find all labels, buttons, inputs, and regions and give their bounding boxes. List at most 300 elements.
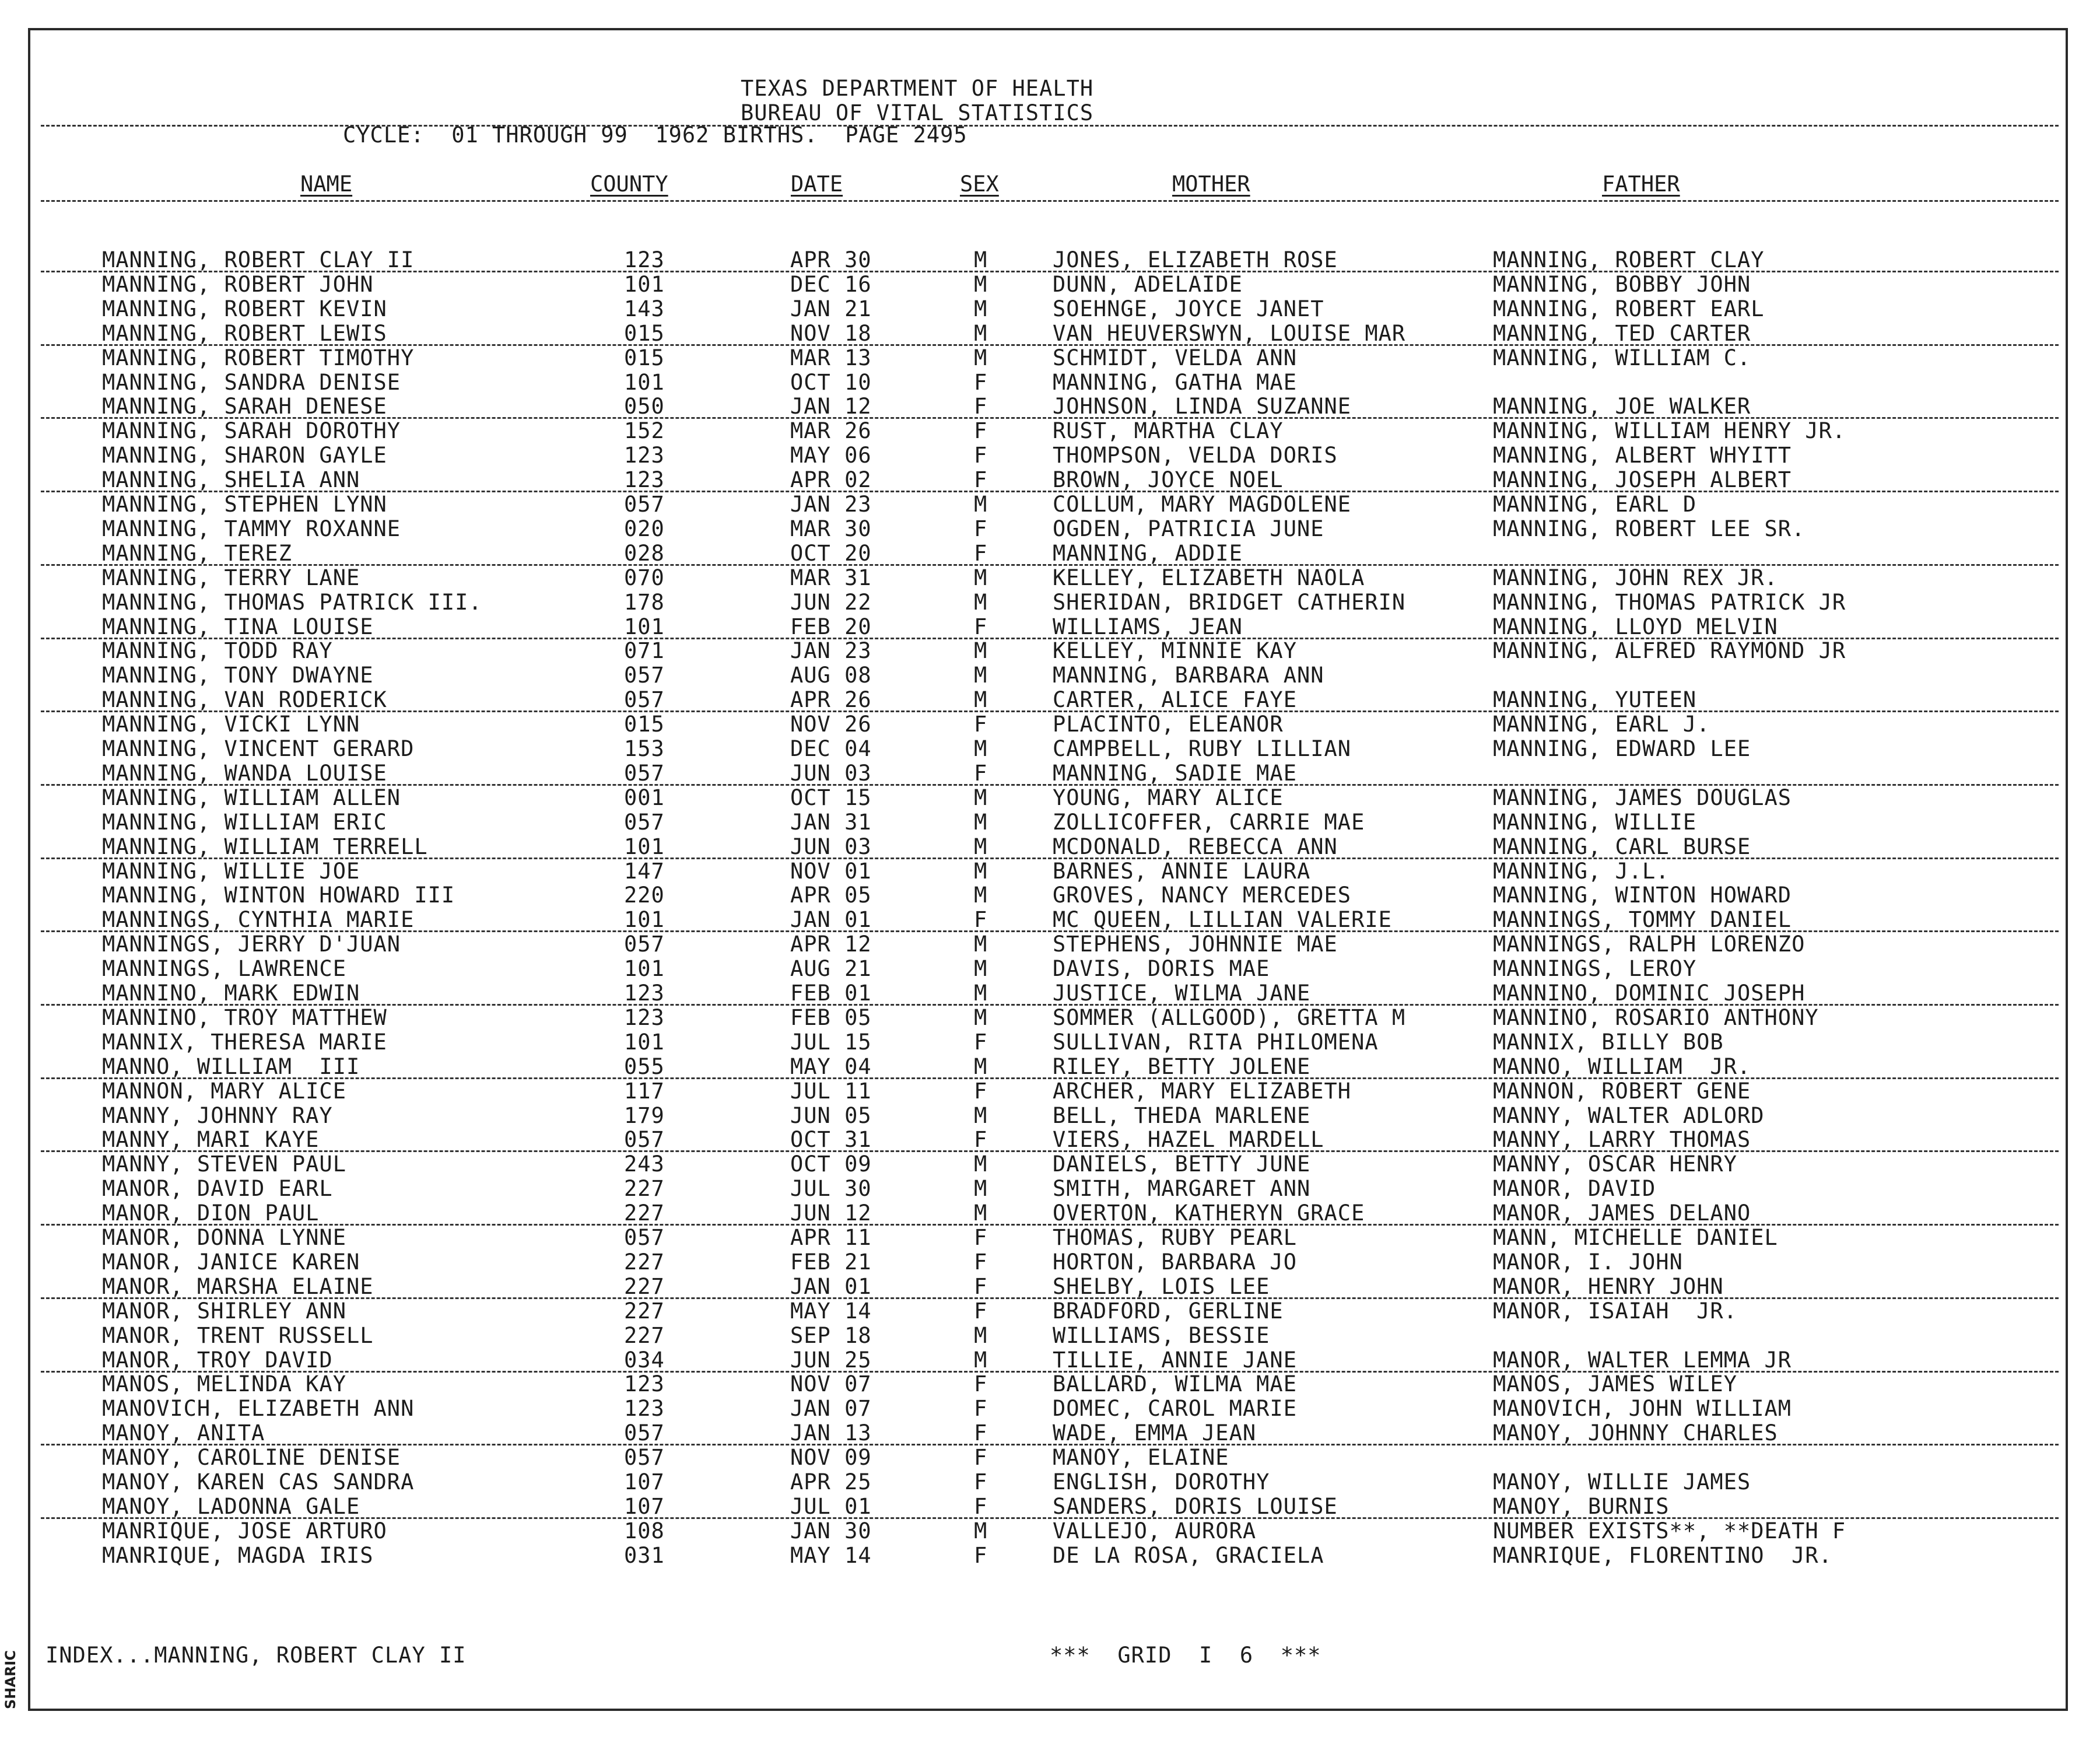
cell-date: MAY 06 <box>790 443 872 468</box>
cell-county: 227 <box>624 1273 665 1299</box>
cell-name: MANNINGS, CYNTHIA MARIE <box>102 907 415 933</box>
table-row <box>0 1153 2100 1177</box>
cell-date: FEB 05 <box>790 1005 872 1030</box>
cell-county: 123 <box>624 247 665 272</box>
table-row <box>0 298 2100 322</box>
cell-name: MANNY, MARI KAYE <box>102 1127 320 1153</box>
table-row <box>0 322 2100 346</box>
cell-mother: SHELBY, LOIS LEE <box>1053 1273 1270 1299</box>
cell-mother: BALLARD, WILMA MAE <box>1053 1371 1297 1397</box>
cell-mother: VALLEJO, AURORA <box>1053 1518 1257 1544</box>
cell-name: MANNINO, TROY MATTHEW <box>102 1005 387 1030</box>
table-row <box>0 737 2100 762</box>
cell-mother: GROVES, NANCY MERCEDES <box>1053 883 1352 908</box>
cell-name: MANOY, LADONNA GALE <box>102 1493 360 1519</box>
cell-county: 055 <box>624 1054 665 1079</box>
cell-date: JAN 07 <box>790 1396 872 1422</box>
table-row <box>0 444 2100 468</box>
table-row <box>0 1031 2100 1055</box>
cell-mother: BARNES, ANNIE LAURA <box>1053 858 1311 884</box>
table-row <box>0 1324 2100 1349</box>
cell-date: JUL 11 <box>790 1078 872 1104</box>
cell-mother: THOMPSON, VELDA DORIS <box>1053 443 1338 468</box>
cell-sex: M <box>974 247 988 272</box>
cell-father: MANNING, ROBERT CLAY <box>1493 247 1765 272</box>
cell-father: MANNON, ROBERT GENE <box>1493 1078 1751 1104</box>
cell-date: SEP 18 <box>790 1322 872 1348</box>
cell-name: MANOY, KAREN CAS SANDRA <box>102 1469 415 1494</box>
cell-sex: M <box>974 956 988 982</box>
column-header-mother: MOTHER <box>1172 172 1250 197</box>
table-row <box>0 273 2100 298</box>
cell-sex: F <box>974 1127 988 1153</box>
cell-date: JUN 03 <box>790 760 872 786</box>
cell-county: 101 <box>624 614 665 639</box>
cell-name: MANNING, TONY DWAYNE <box>102 663 374 688</box>
cell-county: 015 <box>624 712 665 737</box>
cell-county: 057 <box>624 663 665 688</box>
cell-father: MANNING, LLOYD MELVIN <box>1493 614 1778 639</box>
cell-name: MANNINGS, JERRY D'JUAN <box>102 932 401 957</box>
cell-mother: BELL, THEDA MARLENE <box>1053 1102 1311 1128</box>
table-row <box>0 1055 2100 1080</box>
cell-sex: M <box>974 981 988 1006</box>
cell-county: 031 <box>624 1542 665 1568</box>
cell-mother: VIERS, HAZEL MARDELL <box>1053 1127 1324 1153</box>
cell-name: MANNING, TERRY LANE <box>102 565 360 590</box>
table-row <box>0 1104 2100 1129</box>
table-row <box>0 884 2100 908</box>
cell-mother: JOHNSON, LINDA SUZANNE <box>1053 394 1352 419</box>
cell-county: 028 <box>624 540 665 566</box>
cell-sex: F <box>974 369 988 395</box>
table-row <box>0 1128 2100 1153</box>
cell-name: MANNO, WILLIAM III <box>102 1054 360 1079</box>
table-row <box>0 468 2100 493</box>
cell-county: 057 <box>624 1225 665 1250</box>
table-row <box>0 1446 2100 1471</box>
cell-name: MANOS, MELINDA KAY <box>102 1371 346 1397</box>
cell-name: MANOR, TROY DAVID <box>102 1347 333 1373</box>
cell-name: MANNING, ROBERT KEVIN <box>102 296 387 321</box>
cell-sex: F <box>974 1273 988 1299</box>
cell-name: MANNING, WINTON HOWARD III <box>102 883 455 908</box>
cell-name: MANNING, WANDA LOUISE <box>102 760 387 786</box>
cell-father: MANNINO, DOMINIC JOSEPH <box>1493 981 1805 1006</box>
cell-mother: SCHMIDT, VELDA ANN <box>1053 345 1297 370</box>
table-row <box>0 713 2100 737</box>
cell-mother: RILEY, BETTY JOLENE <box>1053 1054 1311 1079</box>
cell-county: 107 <box>624 1469 665 1494</box>
cell-sex: M <box>974 932 988 957</box>
cell-date: MAY 14 <box>790 1298 872 1324</box>
cell-name: MANOR, DAVID EARL <box>102 1176 333 1202</box>
cell-name: MANNING, TAMMY ROXANNE <box>102 516 401 541</box>
cell-father: MANNING, BOBBY JOHN <box>1493 271 1751 297</box>
cell-father: MANNINO, ROSARIO ANTHONY <box>1493 1005 1819 1030</box>
table-row <box>0 517 2100 542</box>
cell-mother: KELLEY, ELIZABETH NAOLA <box>1053 565 1365 590</box>
cell-father: MANNING, J.L. <box>1493 858 1670 884</box>
cell-mother: SOEHNGE, JOYCE JANET <box>1053 296 1324 321</box>
cell-father: MANOS, JAMES WILEY <box>1493 1371 1737 1397</box>
cell-father: MANNY, LARRY THOMAS <box>1493 1127 1751 1153</box>
table-row <box>0 566 2100 591</box>
cell-date: NOV 26 <box>790 712 872 737</box>
table-row <box>0 1006 2100 1031</box>
cell-father: MANNING, JOHN REX JR. <box>1493 565 1778 590</box>
cell-sex: M <box>974 271 988 297</box>
cell-county: 057 <box>624 1420 665 1446</box>
cell-father: MANNING, EARL D <box>1493 492 1697 517</box>
cell-sex: M <box>974 1322 988 1348</box>
divider-top <box>41 125 2059 127</box>
cell-date: OCT 09 <box>790 1152 872 1177</box>
cell-father: MANNING, WINTON HOWARD <box>1493 883 1792 908</box>
cell-mother: WILLIAMS, JEAN <box>1053 614 1243 639</box>
table-row <box>0 908 2100 933</box>
cell-sex: F <box>974 1493 988 1519</box>
table-row <box>0 419 2100 444</box>
cell-name: MANNING, WILLIAM ALLEN <box>102 785 401 810</box>
cell-date: APR 26 <box>790 687 872 713</box>
cell-name: MANNY, STEVEN PAUL <box>102 1152 346 1177</box>
cell-sex: F <box>974 1029 988 1055</box>
cell-county: 227 <box>624 1298 665 1324</box>
cell-sex: M <box>974 345 988 370</box>
cell-date: FEB 01 <box>790 981 872 1006</box>
cell-county: 143 <box>624 296 665 321</box>
cell-county: 123 <box>624 467 665 493</box>
cell-sex: M <box>974 736 988 761</box>
cell-date: APR 05 <box>790 883 872 908</box>
table-row <box>0 591 2100 615</box>
table-row <box>0 395 2100 419</box>
cell-date: APR 02 <box>790 467 872 493</box>
cell-mother: MANNING, ADDIE <box>1053 540 1243 566</box>
cell-date: APR 25 <box>790 1469 872 1494</box>
cell-name: MANNING, THOMAS PATRICK III. <box>102 589 482 615</box>
cell-father: MANNING, JAMES DOUGLAS <box>1493 785 1792 810</box>
column-header-county: COUNTY <box>590 172 668 197</box>
cell-county: 243 <box>624 1152 665 1177</box>
cell-name: MANNING, VAN RODERICK <box>102 687 387 713</box>
cell-sex: F <box>974 394 988 419</box>
cell-father: MANNING, EARL J. <box>1493 712 1710 737</box>
cell-name: MANNING, VICKI LYNN <box>102 712 360 737</box>
cell-mother: DOMEC, CAROL MARIE <box>1053 1396 1297 1422</box>
cell-mother: STEPHENS, JOHNNIE MAE <box>1053 932 1338 957</box>
column-header-father: FATHER <box>1602 172 1680 197</box>
table-row <box>0 346 2100 371</box>
table-row <box>0 1251 2100 1275</box>
cell-county: 057 <box>624 1127 665 1153</box>
cell-mother: CAMPBELL, RUBY LILLIAN <box>1053 736 1352 761</box>
cell-date: JAN 01 <box>790 1273 872 1299</box>
cell-sex: F <box>974 1078 988 1104</box>
cell-sex: M <box>974 1102 988 1128</box>
header-title-2: BUREAU OF VITAL STATISTICS <box>741 100 1094 125</box>
cell-sex: M <box>974 1518 988 1544</box>
cell-county: 123 <box>624 981 665 1006</box>
cell-name: MANNIX, THERESA MARIE <box>102 1029 387 1055</box>
cell-father: MANNING, JOE WALKER <box>1493 394 1751 419</box>
cell-sex: M <box>974 858 988 884</box>
cell-mother: DAVIS, DORIS MAE <box>1053 956 1270 982</box>
footer-grid: *** GRID I 6 *** <box>1050 1643 1321 1668</box>
cell-mother: YOUNG, MARY ALICE <box>1053 785 1284 810</box>
cell-name: MANRIQUE, JOSE ARTURO <box>102 1518 387 1544</box>
cell-father: MANOR, I. JOHN <box>1493 1249 1683 1275</box>
cell-father: MANNING, WILLIAM HENRY JR. <box>1493 418 1846 444</box>
cell-date: JUN 12 <box>790 1200 872 1226</box>
cell-sex: M <box>974 1347 988 1373</box>
cell-sex: M <box>974 589 988 615</box>
table-row <box>0 786 2100 811</box>
table-row <box>0 1544 2100 1569</box>
cell-name: MANNING, ROBERT TIMOTHY <box>102 345 415 370</box>
cell-county: 101 <box>624 907 665 933</box>
cell-date: JUL 01 <box>790 1493 872 1519</box>
table-row <box>0 811 2100 835</box>
cell-county: 179 <box>624 1102 665 1128</box>
cell-mother: VAN HEUVERSWYN, LOUISE MAR <box>1053 320 1406 346</box>
cell-county: 057 <box>624 809 665 835</box>
cell-mother: OGDEN, PATRICIA JUNE <box>1053 516 1324 541</box>
cell-sex: M <box>974 809 988 835</box>
cell-name: MANNON, MARY ALICE <box>102 1078 346 1104</box>
cell-date: JUL 30 <box>790 1176 872 1202</box>
cell-sex: F <box>974 418 988 444</box>
cell-father: MANNING, ALBERT WHYITT <box>1493 443 1792 468</box>
table-row <box>0 762 2100 786</box>
cell-mother: JONES, ELIZABETH ROSE <box>1053 247 1338 272</box>
cell-father: MANOY, BURNIS <box>1493 1493 1670 1519</box>
cell-sex: F <box>974 1225 988 1250</box>
cell-name: MANNINO, MARK EDWIN <box>102 981 360 1006</box>
cell-name: MANNING, ROBERT JOHN <box>102 271 374 297</box>
cell-county: 220 <box>624 883 665 908</box>
cell-sex: F <box>974 1469 988 1494</box>
cell-county: 070 <box>624 565 665 590</box>
cell-county: 227 <box>624 1322 665 1348</box>
cell-date: JAN 23 <box>790 492 872 517</box>
cell-date: JUN 22 <box>790 589 872 615</box>
cell-mother: ZOLLICOFFER, CARRIE MAE <box>1053 809 1365 835</box>
cell-name: MANNING, SARAH DENESE <box>102 394 387 419</box>
table-row <box>0 1520 2100 1544</box>
cell-sex: M <box>974 638 988 664</box>
cell-sex: M <box>974 883 988 908</box>
cell-sex: M <box>974 663 988 688</box>
cell-date: NOV 18 <box>790 320 872 346</box>
cell-date: APR 12 <box>790 932 872 957</box>
cell-father: MANOR, WALTER LEMMA JR <box>1493 1347 1792 1373</box>
cell-county: 101 <box>624 369 665 395</box>
cell-mother: SHERIDAN, BRIDGET CATHERIN <box>1053 589 1406 615</box>
cell-mother: RUST, MARTHA CLAY <box>1053 418 1284 444</box>
cell-father: MANOR, HENRY JOHN <box>1493 1273 1724 1299</box>
table-row <box>0 835 2100 860</box>
cell-county: 101 <box>624 834 665 859</box>
cell-date: OCT 15 <box>790 785 872 810</box>
cell-name: MANOR, DONNA LYNNE <box>102 1225 346 1250</box>
cell-father: MANN, MICHELLE DANIEL <box>1493 1225 1778 1250</box>
cell-mother: SMITH, MARGARET ANN <box>1053 1176 1311 1202</box>
table-row <box>0 957 2100 982</box>
cell-county: 101 <box>624 1029 665 1055</box>
cell-name: MANNING, WILLIE JOE <box>102 858 360 884</box>
cell-father: MANRIQUE, FLORENTINO JR. <box>1493 1542 1832 1568</box>
cell-name: MANOY, CAROLINE DENISE <box>102 1445 401 1471</box>
column-header-sex: SEX <box>960 172 999 197</box>
cell-father: MANNING, ALFRED RAYMOND JR <box>1493 638 1846 664</box>
table-row <box>0 1495 2100 1520</box>
cell-father: NUMBER EXISTS**, **DEATH F <box>1493 1518 1846 1544</box>
cell-name: MANOR, JANICE KAREN <box>102 1249 360 1275</box>
cell-date: JUL 15 <box>790 1029 872 1055</box>
cell-name: MANNY, JOHNNY RAY <box>102 1102 333 1128</box>
cell-mother: MC QUEEN, LILLIAN VALERIE <box>1053 907 1392 933</box>
table-row <box>0 371 2100 396</box>
cell-county: 153 <box>624 736 665 761</box>
cell-name: MANNING, SHARON GAYLE <box>102 443 387 468</box>
cell-name: MANNING, SARAH DOROTHY <box>102 418 401 444</box>
cell-county: 227 <box>624 1249 665 1275</box>
cell-county: 123 <box>624 1396 665 1422</box>
cell-date: JUN 05 <box>790 1102 872 1128</box>
cell-father: MANOR, DAVID <box>1493 1176 1656 1202</box>
cell-father: MANOY, WILLIE JAMES <box>1493 1469 1751 1494</box>
cell-date: JAN 23 <box>790 638 872 664</box>
cell-mother: CARTER, ALICE FAYE <box>1053 687 1297 713</box>
cell-date: DEC 16 <box>790 271 872 297</box>
cell-date: MAY 14 <box>790 1542 872 1568</box>
cell-mother: BROWN, JOYCE NOEL <box>1053 467 1284 493</box>
table-row <box>0 493 2100 517</box>
table-row <box>0 933 2100 957</box>
cell-mother: ARCHER, MARY ELIZABETH <box>1053 1078 1352 1104</box>
table-row <box>0 1226 2100 1251</box>
cell-county: 123 <box>624 1371 665 1397</box>
cell-name: MANNING, SANDRA DENISE <box>102 369 401 395</box>
cell-sex: F <box>974 1396 988 1422</box>
cell-date: FEB 20 <box>790 614 872 639</box>
cell-father: MANNINGS, RALPH LORENZO <box>1493 932 1805 957</box>
table-row <box>0 615 2100 640</box>
cell-date: NOV 07 <box>790 1371 872 1397</box>
cell-county: 050 <box>624 394 665 419</box>
table-row <box>0 249 2100 273</box>
cell-county: 034 <box>624 1347 665 1373</box>
cell-name: MANOR, SHIRLEY ANN <box>102 1298 346 1324</box>
cell-sex: F <box>974 1542 988 1568</box>
table-row <box>0 1177 2100 1202</box>
cell-date: JAN 13 <box>790 1420 872 1446</box>
cell-sex: F <box>974 1249 988 1275</box>
cell-sex: F <box>974 540 988 566</box>
cell-county: 057 <box>624 687 665 713</box>
cell-county: 147 <box>624 858 665 884</box>
table-row <box>0 1275 2100 1300</box>
cell-name: MANNING, ROBERT CLAY II <box>102 247 415 272</box>
cell-date: OCT 20 <box>790 540 872 566</box>
cell-county: 001 <box>624 785 665 810</box>
cell-date: MAR 31 <box>790 565 872 590</box>
cell-sex: M <box>974 1054 988 1079</box>
cell-mother: MANOY, ELAINE <box>1053 1445 1229 1471</box>
cell-sex: F <box>974 712 988 737</box>
cell-name: MANNING, SHELIA ANN <box>102 467 360 493</box>
table-row <box>0 860 2100 884</box>
cell-name: MANOR, TRENT RUSSELL <box>102 1322 374 1348</box>
cell-mother: SOMMER (ALLGOOD), GRETTA M <box>1053 1005 1406 1030</box>
cell-father: MANNING, WILLIAM C. <box>1493 345 1751 370</box>
cell-mother: MCDONALD, REBECCA ANN <box>1053 834 1338 859</box>
cell-father: MANOY, JOHNNY CHARLES <box>1493 1420 1778 1446</box>
cell-county: 057 <box>624 1445 665 1471</box>
cell-father: MANNING, THOMAS PATRICK JR <box>1493 589 1846 615</box>
cell-date: JAN 30 <box>790 1518 872 1544</box>
table-row <box>0 664 2100 688</box>
cell-county: 057 <box>624 932 665 957</box>
cell-date: OCT 31 <box>790 1127 872 1153</box>
table-row <box>0 688 2100 713</box>
side-label: SHARIC <box>2 1650 19 1709</box>
cell-mother: SULLIVAN, RITA PHILOMENA <box>1053 1029 1379 1055</box>
table-row <box>0 1422 2100 1446</box>
cell-father: MANNING, WILLIE <box>1493 809 1697 835</box>
cell-father: MANNING, JOSEPH ALBERT <box>1493 467 1792 493</box>
cell-mother: MANNING, SADIE MAE <box>1053 760 1297 786</box>
cell-name: MANNING, TODD RAY <box>102 638 333 664</box>
cell-county: 107 <box>624 1493 665 1519</box>
cell-sex: M <box>974 492 988 517</box>
cell-county: 227 <box>624 1176 665 1202</box>
cell-sex: F <box>974 760 988 786</box>
cell-date: JAN 01 <box>790 907 872 933</box>
cell-sex: M <box>974 834 988 859</box>
cell-sex: F <box>974 1420 988 1446</box>
cell-date: APR 30 <box>790 247 872 272</box>
cell-mother: HORTON, BARBARA JO <box>1053 1249 1297 1275</box>
cell-date: NOV 01 <box>790 858 872 884</box>
cell-county: 108 <box>624 1518 665 1544</box>
cell-county: 057 <box>624 760 665 786</box>
cell-county: 178 <box>624 589 665 615</box>
cell-sex: F <box>974 1445 988 1471</box>
cell-sex: F <box>974 1371 988 1397</box>
cell-name: MANNING, TINA LOUISE <box>102 614 374 639</box>
cell-sex: M <box>974 296 988 321</box>
cell-county: 227 <box>624 1200 665 1226</box>
cell-date: MAY 04 <box>790 1054 872 1079</box>
header-title-1: TEXAS DEPARTMENT OF HEALTH <box>741 76 1094 101</box>
cell-name: MANNING, VINCENT GERARD <box>102 736 415 761</box>
cell-name: MANOR, DION PAUL <box>102 1200 320 1226</box>
cell-sex: F <box>974 443 988 468</box>
cell-father: MANNY, OSCAR HENRY <box>1493 1152 1737 1177</box>
table-row <box>0 1300 2100 1324</box>
cell-sex: M <box>974 785 988 810</box>
cell-name: MANNING, STEPHEN LYNN <box>102 492 387 517</box>
cell-name: MANRIQUE, MAGDA IRIS <box>102 1542 374 1568</box>
cell-father: MANOR, ISAIAH JR. <box>1493 1298 1737 1324</box>
cell-mother: WILLIAMS, BESSIE <box>1053 1322 1270 1348</box>
cell-mother: MANNING, BARBARA ANN <box>1053 663 1324 688</box>
footer-index: INDEX...MANNING, ROBERT CLAY II <box>45 1643 467 1668</box>
cell-sex: M <box>974 320 988 346</box>
